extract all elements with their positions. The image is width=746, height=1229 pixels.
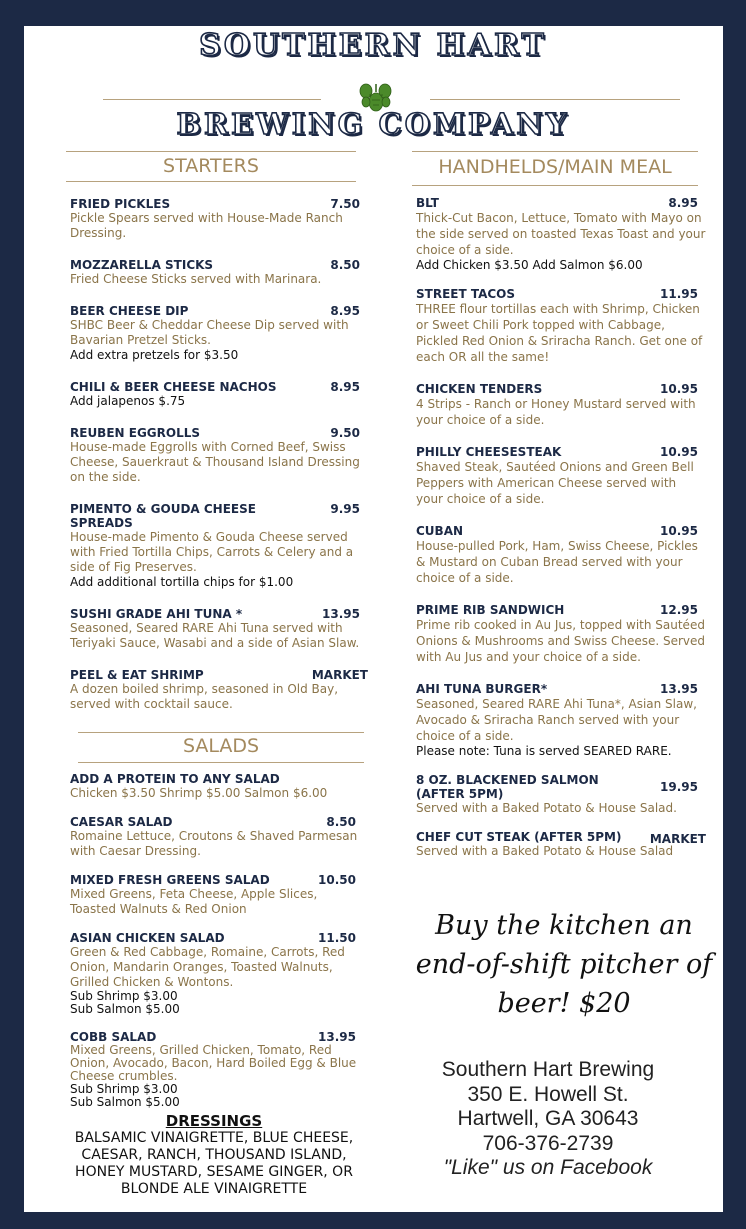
item-price: 19.95: [660, 780, 698, 794]
item-price: 12.95: [660, 603, 698, 617]
menu-item: [416, 382, 706, 428]
item-name: BEER CHEESE DIP: [70, 304, 189, 318]
item-name: MIXED FRESH GREENS SALAD: [70, 873, 270, 887]
menu-item: [70, 258, 368, 287]
item-desc: A dozen boiled shrimp, seasoned in Old Bay, served with cocktail sauce.: [70, 682, 339, 711]
item-note: Add extra pretzels for $3.50: [70, 348, 239, 362]
item-name: CHILI & BEER CHEESE NACHOS: [70, 380, 277, 394]
handhelds-list: [416, 196, 706, 859]
item-price: 8.95: [330, 304, 360, 318]
item-price: 11.50: [318, 931, 356, 945]
item-price: 13.95: [322, 607, 360, 621]
item-price: 13.95: [660, 682, 698, 696]
item-desc: Mixed Greens, Feta Cheese, Apple Slices, Toasted Walnuts & Red Onion: [70, 887, 318, 916]
item-note: Please note: Tuna is served SEARED RARE.: [416, 744, 672, 758]
item-desc: SHBC Beer & Cheddar Cheese Dip served with Bavarian Pretzel Sticks.: [70, 318, 349, 347]
item-name: SUSHI GRADE AHI TUNA *: [70, 607, 243, 621]
item-note: Sub Shrimp $3.00 Sub Salmon $5.00: [70, 989, 180, 1016]
handhelds-rule-bottom: [412, 185, 698, 186]
facebook-link[interactable]: "Like" us on Facebook: [443, 1156, 653, 1179]
contact-name: Southern Hart Brewing: [441, 1058, 655, 1081]
item-name: PHILLY CHEESESTEAK: [416, 445, 562, 459]
starters-rule-bottom: [66, 181, 356, 182]
item-note: Add jalapenos $.75: [70, 394, 186, 408]
item-desc: Chicken $3.50 Shrimp $5.00 Salmon $6.00: [70, 786, 328, 800]
contact-street: 350 E. Howell St.: [467, 1082, 629, 1106]
salads-rule-top: [78, 732, 364, 733]
item-price: 9.50: [330, 426, 360, 440]
brand-line-2: BREWING COMPANY: [176, 107, 570, 141]
menu-item: [416, 682, 706, 759]
dressings-title: DRESSINGS: [165, 1112, 263, 1130]
item-desc: Seasoned, Seared RARE Ahi Tuna served with Teriyaki Sauce, Wasabi and a side of Asian Slaw.: [70, 621, 360, 650]
item-price: 11.95: [660, 287, 698, 301]
item-name: FRIED PICKLES: [70, 197, 171, 211]
menu-item: [70, 873, 360, 917]
kitchen-pitcher-promo: Buy the kitchen an end-of-shift pitcher of beer! $20: [415, 910, 713, 1019]
item-name: CUBAN: [416, 524, 464, 538]
item-desc: Prime rib cooked in Au Jus, topped with Sautéed Onions & Mushrooms and Swiss Cheese. Served with Au Jus and your choice of a side.: [416, 618, 706, 664]
menu-item: [416, 445, 706, 507]
salads-rule-bottom: [78, 762, 364, 763]
item-desc: Served with a Baked Potato & House Salad.: [416, 801, 677, 815]
item-name: ADD A PROTEIN TO ANY SALAD: [70, 772, 280, 786]
item-desc: Shaved Steak, Sautéed Onions and Green Bell Peppers with American Cheese served with your choice of a side.: [416, 460, 694, 506]
menu-item: [70, 815, 360, 859]
item-price: 10.95: [660, 445, 698, 459]
salads-title: SALADS: [182, 735, 260, 757]
item-price: 7.50: [330, 197, 360, 211]
menu-item: [70, 197, 368, 241]
menu-item: [416, 773, 706, 816]
starters-title: STARTERS: [163, 155, 259, 177]
salads-list: [70, 772, 360, 1109]
item-name: REUBEN EGGROLLS: [70, 426, 201, 440]
contact-city: Hartwell, GA 30643: [457, 1107, 639, 1130]
handhelds-title: HANDHELDS/MAIN MEAL: [438, 156, 672, 178]
item-price: 10.50: [318, 873, 356, 887]
dressings-block: [60, 1112, 368, 1198]
item-note: Add additional tortilla chips for $1.00: [70, 575, 294, 589]
menu-item: [416, 196, 706, 273]
item-desc: THREE flour tortillas each with Shrimp, Chicken or Sweet Chili Pork topped with Cabbage, Pickled Red Onion & Sriracha Ranch. Get one of each OR all the same!: [416, 302, 703, 364]
dressings-list: BALSAMIC VINAIGRETTE, BLUE CHEESE, CAESAR, RANCH, THOUSAND ISLAND, HONEY MUSTARD, SESAME GINGER, OR BLONDE ALE VINAIGRETTE: [74, 1130, 354, 1197]
item-name: PIMENTO & GOUDA CHEESE SPREADS: [70, 502, 256, 530]
menu-item: [416, 524, 706, 586]
menu-item: [70, 304, 368, 363]
starters-list: [70, 197, 368, 729]
item-desc: 4 Strips - Ranch or Honey Mustard served with your choice of a side.: [416, 397, 696, 427]
item-name: ASIAN CHICKEN SALAD: [70, 931, 225, 945]
item-price: MARKET: [311, 668, 368, 682]
item-price: 9.95: [330, 502, 360, 516]
starters-rule-top: [66, 151, 356, 152]
item-price: MARKET: [649, 832, 706, 846]
item-desc: Fried Cheese Sticks served with Marinara.: [70, 272, 322, 286]
item-name: CHEF CUT STEAK (AFTER 5PM): [416, 830, 622, 844]
item-price: 10.95: [660, 524, 698, 538]
brand-line-1: SOUTHERN HART: [199, 28, 547, 63]
item-price: 8.50: [330, 258, 360, 272]
item-price: 8.95: [668, 196, 698, 210]
item-desc: House-made Pimento & Gouda Cheese served with Fried Tortilla Chips, Carrots & Celery and a side of Fig Preserves.: [70, 530, 354, 574]
item-price: 13.95: [318, 1030, 356, 1044]
item-desc: Served with a Baked Potato & House Salad: [416, 844, 674, 858]
item-name: STREET TACOS: [416, 287, 516, 301]
item-desc: Mixed Greens, Grilled Chicken, Tomato, Red Onion, Avocado, Bacon, Hard Boiled Egg & Blue Cheese crumbles.: [70, 1043, 357, 1083]
menu-item: [70, 380, 368, 409]
menu-item: [70, 772, 360, 801]
menu-item: [70, 426, 368, 485]
item-name: MOZZARELLA STICKS: [70, 258, 214, 272]
item-desc: Thick-Cut Bacon, Lettuce, Tomato with Mayo on the side served on toasted Texas Toast and your choice of a side.: [416, 211, 706, 257]
header-rule-left: [103, 99, 321, 100]
item-price: 8.50: [326, 815, 356, 829]
contact-block: [408, 1058, 688, 1181]
item-desc: Seasoned, Seared RARE Ahi Tuna*, Asian Slaw, Avocado & Sriracha Ranch served with your choice of a side.: [416, 697, 697, 743]
item-name: CAESAR SALAD: [70, 815, 173, 829]
item-name: 8 OZ. BLACKENED SALMON (AFTER 5PM): [416, 773, 599, 801]
menu-item: [70, 668, 368, 712]
menu-item: [70, 1030, 360, 1109]
item-desc: House-pulled Pork, Ham, Swiss Cheese, Pickles & Mustard on Cuban Bread served with your choice of a side.: [416, 539, 698, 585]
item-note: Add Chicken $3.50 Add Salmon $6.00: [416, 258, 643, 272]
item-price: 10.95: [660, 382, 698, 396]
item-note: Sub Shrimp $3.00 Sub Salmon $5.00: [70, 1082, 180, 1109]
item-name: COBB SALAD: [70, 1030, 157, 1044]
menu-item: [70, 931, 360, 1016]
item-desc: Pickle Spears served with House-Made Ranch Dressing.: [70, 211, 343, 240]
item-desc: House-made Eggrolls with Corned Beef, Swiss Cheese, Sauerkraut & Thousand Island Dressing on the side.: [70, 440, 360, 484]
item-name: AHI TUNA BURGER*: [416, 682, 548, 696]
menu-item: [416, 830, 706, 859]
handhelds-rule-top: [412, 151, 698, 152]
menu-item: [70, 502, 368, 590]
item-name: PRIME RIB SANDWICH: [416, 603, 565, 617]
item-desc: Romaine Lettuce, Croutons & Shaved Parmesan with Caesar Dressing.: [70, 829, 358, 858]
menu-item: [416, 603, 706, 665]
menu-item: [416, 287, 706, 365]
menu-item: [70, 607, 368, 651]
item-name: BLT: [416, 196, 439, 210]
item-name: CHICKEN TENDERS: [416, 382, 543, 396]
contact-phone[interactable]: 706-376-2739: [482, 1131, 614, 1155]
item-price: 8.95: [330, 380, 360, 394]
header-rule-right: [430, 99, 680, 100]
item-name: PEEL & EAT SHRIMP: [70, 668, 204, 682]
item-desc: Green & Red Cabbage, Romaine, Carrots, Red Onion, Mandarin Oranges, Toasted Walnuts, Grilled Chicken & Wontons.: [70, 945, 345, 989]
